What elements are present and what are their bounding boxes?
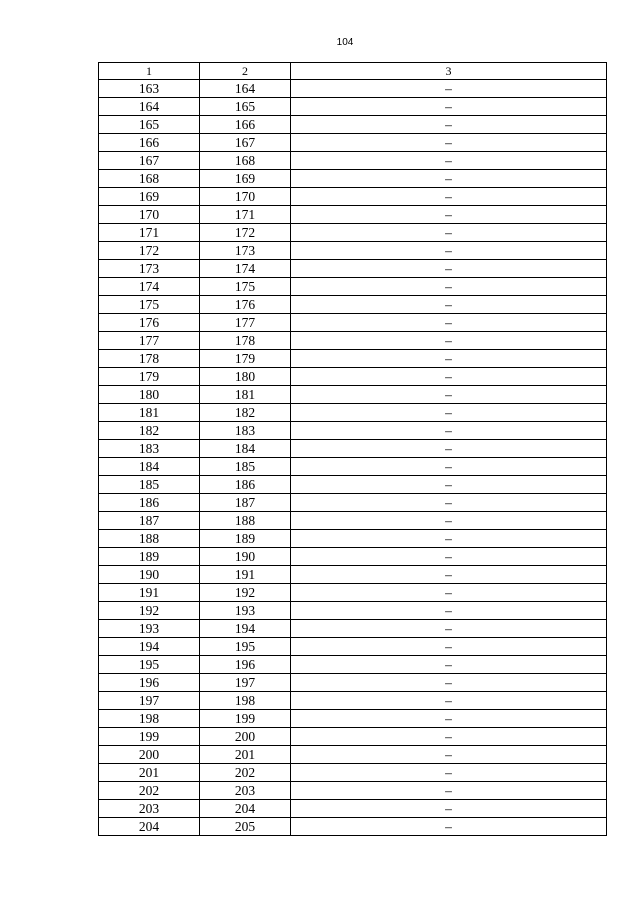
table-row xyxy=(99,368,607,386)
table-cell-col-2: 166 xyxy=(200,116,291,134)
table-cell-col-2: 191 xyxy=(200,566,291,584)
table-row xyxy=(99,782,607,800)
table-cell-col-1: 190 xyxy=(99,566,200,584)
table-cell-col-3: – xyxy=(291,692,607,710)
table-cell-col-1: 186 xyxy=(99,494,200,512)
table-cell-col-3: – xyxy=(291,188,607,206)
table-row xyxy=(99,512,607,530)
column-header-1: 1 xyxy=(99,63,200,80)
table-cell-col-3: – xyxy=(291,260,607,278)
table-cell-col-3: – xyxy=(291,296,607,314)
table-row xyxy=(99,80,607,98)
table-cell-col-2: 190 xyxy=(200,548,291,566)
table-cell-col-1: 181 xyxy=(99,404,200,422)
table-cell-col-3: – xyxy=(291,494,607,512)
table-cell-col-3: – xyxy=(291,98,607,116)
table-cell-col-3: – xyxy=(291,116,607,134)
table-cell-col-1: 191 xyxy=(99,584,200,602)
table-cell-col-3: – xyxy=(291,278,607,296)
table-cell-col-2: 204 xyxy=(200,800,291,818)
table-row xyxy=(99,620,607,638)
table-cell-col-3: – xyxy=(291,368,607,386)
table-row xyxy=(99,494,607,512)
table-cell-col-3: – xyxy=(291,332,607,350)
table-row xyxy=(99,476,607,494)
table-row xyxy=(99,800,607,818)
table-row xyxy=(99,116,607,134)
table-row xyxy=(99,638,607,656)
table-cell-col-2: 196 xyxy=(200,656,291,674)
table-cell-col-3: – xyxy=(291,170,607,188)
table-row xyxy=(99,818,607,836)
table-row xyxy=(99,278,607,296)
table-cell-col-2: 184 xyxy=(200,440,291,458)
table-row xyxy=(99,134,607,152)
table-cell-col-2: 195 xyxy=(200,638,291,656)
table-row xyxy=(99,170,607,188)
table-cell-col-3: – xyxy=(291,782,607,800)
table-row xyxy=(99,422,607,440)
table-cell-col-1: 171 xyxy=(99,224,200,242)
table-cell-col-2: 182 xyxy=(200,404,291,422)
table-cell-col-2: 192 xyxy=(200,584,291,602)
table-cell-col-1: 199 xyxy=(99,728,200,746)
table-cell-col-3: – xyxy=(291,314,607,332)
table-cell-col-1: 165 xyxy=(99,116,200,134)
table-cell-col-1: 174 xyxy=(99,278,200,296)
table-cell-col-3: – xyxy=(291,80,607,98)
table-row xyxy=(99,710,607,728)
table-cell-col-3: – xyxy=(291,728,607,746)
table-cell-col-2: 167 xyxy=(200,134,291,152)
table-cell-col-2: 177 xyxy=(200,314,291,332)
table-cell-col-3: – xyxy=(291,386,607,404)
table-row xyxy=(99,296,607,314)
table-cell-col-2: 199 xyxy=(200,710,291,728)
table-cell-col-2: 181 xyxy=(200,386,291,404)
table-row xyxy=(99,584,607,602)
table-cell-col-2: 169 xyxy=(200,170,291,188)
table-cell-col-3: – xyxy=(291,224,607,242)
table-cell-col-3: – xyxy=(291,350,607,368)
table-cell-col-1: 169 xyxy=(99,188,200,206)
table-cell-col-2: 187 xyxy=(200,494,291,512)
table-cell-col-1: 170 xyxy=(99,206,200,224)
table-cell-col-3: – xyxy=(291,638,607,656)
table-row xyxy=(99,386,607,404)
table-cell-col-2: 183 xyxy=(200,422,291,440)
table-cell-col-1: 194 xyxy=(99,638,200,656)
table-cell-col-3: – xyxy=(291,746,607,764)
table-cell-col-2: 180 xyxy=(200,368,291,386)
table-row xyxy=(99,350,607,368)
table-row xyxy=(99,242,607,260)
table-row xyxy=(99,656,607,674)
table-cell-col-2: 176 xyxy=(200,296,291,314)
table-row xyxy=(99,152,607,170)
table-row xyxy=(99,746,607,764)
column-header-2: 2 xyxy=(200,63,291,80)
table-cell-col-3: – xyxy=(291,152,607,170)
table-cell-col-3: – xyxy=(291,818,607,836)
table-cell-col-1: 192 xyxy=(99,602,200,620)
table-cell-col-1: 167 xyxy=(99,152,200,170)
table-row xyxy=(99,224,607,242)
table-cell-col-3: – xyxy=(291,404,607,422)
table-cell-col-1: 202 xyxy=(99,782,200,800)
table-row xyxy=(99,260,607,278)
table-row xyxy=(99,530,607,548)
table-cell-col-2: 188 xyxy=(200,512,291,530)
table-cell-col-2: 171 xyxy=(200,206,291,224)
table-cell-col-3: – xyxy=(291,134,607,152)
table-cell-col-1: 201 xyxy=(99,764,200,782)
table-cell-col-2: 174 xyxy=(200,260,291,278)
table-cell-col-1: 182 xyxy=(99,422,200,440)
table-header-row xyxy=(99,63,607,80)
table-row xyxy=(99,440,607,458)
table-cell-col-1: 175 xyxy=(99,296,200,314)
table-cell-col-3: – xyxy=(291,656,607,674)
table-cell-col-2: 178 xyxy=(200,332,291,350)
table-row xyxy=(99,458,607,476)
table-cell-col-1: 185 xyxy=(99,476,200,494)
table-cell-col-2: 198 xyxy=(200,692,291,710)
table-row xyxy=(99,98,607,116)
table-cell-col-3: – xyxy=(291,242,607,260)
table-cell-col-2: 193 xyxy=(200,602,291,620)
table-cell-col-1: 198 xyxy=(99,710,200,728)
table-cell-col-1: 166 xyxy=(99,134,200,152)
table-cell-col-1: 173 xyxy=(99,260,200,278)
table-cell-col-3: – xyxy=(291,458,607,476)
table-cell-col-1: 195 xyxy=(99,656,200,674)
table-row xyxy=(99,566,607,584)
table-cell-col-1: 197 xyxy=(99,692,200,710)
table-cell-col-2: 186 xyxy=(200,476,291,494)
column-header-3: 3 xyxy=(291,63,607,80)
table-cell-col-3: – xyxy=(291,566,607,584)
table-cell-col-2: 179 xyxy=(200,350,291,368)
table-cell-col-2: 189 xyxy=(200,530,291,548)
table-cell-col-3: – xyxy=(291,710,607,728)
table-cell-col-1: 178 xyxy=(99,350,200,368)
table-cell-col-3: – xyxy=(291,440,607,458)
table-row xyxy=(99,206,607,224)
table-row xyxy=(99,692,607,710)
table-cell-col-1: 176 xyxy=(99,314,200,332)
table-cell-col-3: – xyxy=(291,620,607,638)
table-cell-col-2: 170 xyxy=(200,188,291,206)
table-cell-col-2: 197 xyxy=(200,674,291,692)
table-cell-col-2: 175 xyxy=(200,278,291,296)
table-cell-col-3: – xyxy=(291,674,607,692)
table-row xyxy=(99,188,607,206)
table-cell-col-3: – xyxy=(291,584,607,602)
table-cell-col-1: 168 xyxy=(99,170,200,188)
table-cell-col-1: 177 xyxy=(99,332,200,350)
table-cell-col-3: – xyxy=(291,548,607,566)
table-row xyxy=(99,548,607,566)
table-cell-col-2: 201 xyxy=(200,746,291,764)
data-table xyxy=(98,62,607,836)
table-cell-col-3: – xyxy=(291,422,607,440)
table-cell-col-3: – xyxy=(291,530,607,548)
table-cell-col-1: 203 xyxy=(99,800,200,818)
table-cell-col-1: 183 xyxy=(99,440,200,458)
table-cell-col-1: 180 xyxy=(99,386,200,404)
table-cell-col-2: 185 xyxy=(200,458,291,476)
table-row xyxy=(99,728,607,746)
table-cell-col-3: – xyxy=(291,206,607,224)
table-cell-col-1: 200 xyxy=(99,746,200,764)
table-row xyxy=(99,314,607,332)
table-row xyxy=(99,674,607,692)
table-cell-col-2: 203 xyxy=(200,782,291,800)
table-cell-col-2: 168 xyxy=(200,152,291,170)
table-cell-col-2: 200 xyxy=(200,728,291,746)
table-cell-col-2: 164 xyxy=(200,80,291,98)
table-cell-col-1: 204 xyxy=(99,818,200,836)
table-row xyxy=(99,602,607,620)
table-cell-col-1: 188 xyxy=(99,530,200,548)
table-cell-col-1: 189 xyxy=(99,548,200,566)
table-row xyxy=(99,404,607,422)
table-cell-col-3: – xyxy=(291,512,607,530)
table-cell-col-2: 173 xyxy=(200,242,291,260)
table-cell-col-1: 193 xyxy=(99,620,200,638)
table-cell-col-1: 179 xyxy=(99,368,200,386)
table-cell-col-2: 205 xyxy=(200,818,291,836)
table-cell-col-1: 164 xyxy=(99,98,200,116)
table-cell-col-3: – xyxy=(291,800,607,818)
table-cell-col-3: – xyxy=(291,476,607,494)
table-cell-col-1: 163 xyxy=(99,80,200,98)
table-body xyxy=(99,80,607,836)
table-cell-col-3: – xyxy=(291,764,607,782)
table-row xyxy=(99,764,607,782)
table-cell-col-2: 194 xyxy=(200,620,291,638)
table-cell-col-2: 172 xyxy=(200,224,291,242)
table-cell-col-1: 184 xyxy=(99,458,200,476)
table-cell-col-1: 172 xyxy=(99,242,200,260)
table-cell-col-2: 165 xyxy=(200,98,291,116)
table-cell-col-3: – xyxy=(291,602,607,620)
table-cell-col-2: 202 xyxy=(200,764,291,782)
page-number: 104 xyxy=(336,37,354,48)
table-row xyxy=(99,332,607,350)
table-cell-col-1: 196 xyxy=(99,674,200,692)
table-cell-col-1: 187 xyxy=(99,512,200,530)
